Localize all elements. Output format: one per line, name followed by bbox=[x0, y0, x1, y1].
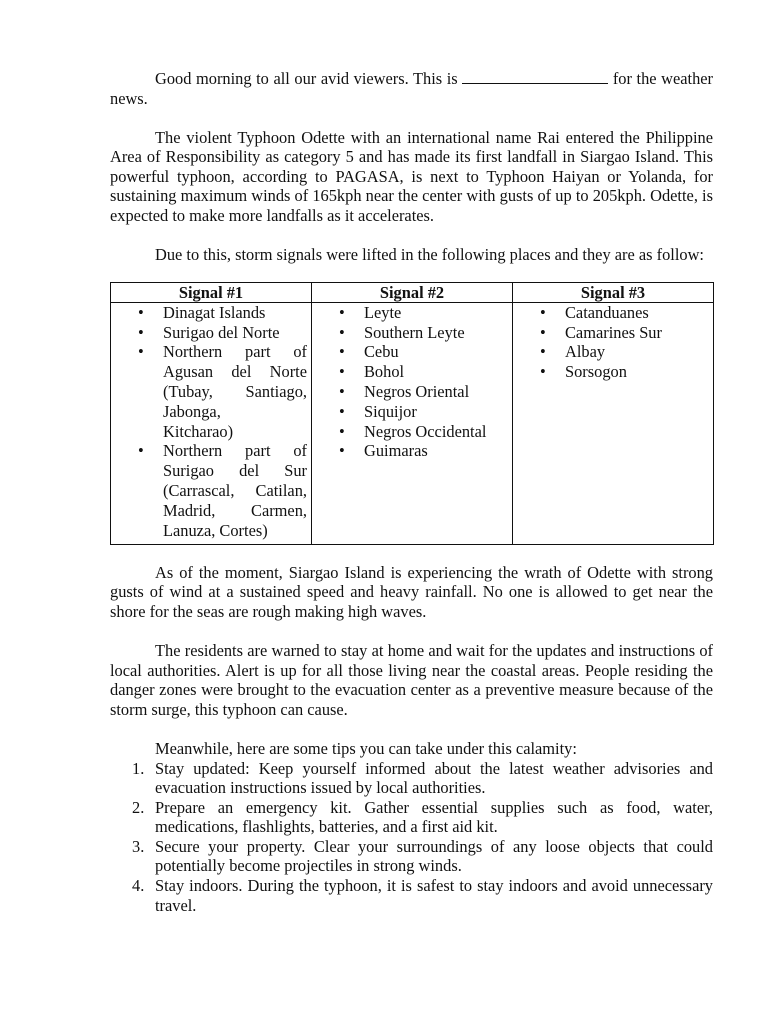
signal-3-cell bbox=[513, 302, 714, 544]
tip-number: 3. bbox=[132, 836, 145, 856]
signal-1-cell bbox=[111, 302, 312, 544]
tip-item bbox=[110, 837, 713, 876]
list-item-line: Madrid, Carmen, bbox=[163, 500, 307, 520]
signal-1-list bbox=[111, 303, 311, 541]
name-blank-line bbox=[462, 69, 608, 84]
tip-number: 1. bbox=[132, 758, 145, 778]
list-item-line: • Surigao del Norte bbox=[163, 322, 280, 342]
list-item-line: Agusan del Norte bbox=[163, 362, 307, 382]
list-item: • Negros Oriental bbox=[312, 382, 508, 402]
list-item-line: (Tubay, Santiago, bbox=[163, 381, 307, 401]
list-item: • Camarines Sur bbox=[513, 323, 709, 343]
list-item: • Sorsogon bbox=[513, 362, 709, 382]
tip-item bbox=[110, 798, 713, 837]
table-header-row bbox=[111, 282, 714, 302]
tip-text: Stay updated: Keep yourself informed about the latest weather advisories and evacuation instructions issued by local authorities. bbox=[155, 758, 713, 798]
intro-text: Good morning to all our avid viewers. This is bbox=[155, 69, 458, 88]
signals-intro-paragraph: Due to this, storm signals were lifted in the following places and they are as follow: bbox=[155, 245, 704, 265]
list-item: • Guimaras bbox=[312, 441, 508, 461]
list-item-line: Lanuza, Cortes) bbox=[163, 520, 268, 540]
signal-2-list bbox=[312, 303, 512, 461]
signal-3-list bbox=[513, 303, 713, 382]
table-row bbox=[111, 302, 714, 544]
list-item-line: Surigao del Sur bbox=[163, 461, 307, 481]
tip-text: Stay indoors. During the typhoon, it is safest to stay indoors and avoid unnecessary travel. bbox=[155, 876, 713, 915]
list-item-line: • Dinagat Islands bbox=[163, 302, 266, 322]
list-item bbox=[111, 441, 307, 540]
list-item: • Albay bbox=[513, 342, 709, 362]
signal-2-cell bbox=[312, 302, 513, 544]
siargao-paragraph: As of the moment, Siargao Island is experiencing the wrath of Odette with strong gusts of wind at a sustained speed and heavy rainfall. No one is allowed to get near the shore for the seas are rough making high waves. bbox=[110, 562, 713, 621]
list-item bbox=[111, 303, 307, 323]
tip-text: Prepare an emergency kit. Gather essential supplies such as food, water, medications, flashlights, batteries, and a first aid kit. bbox=[155, 797, 713, 837]
list-item: • Southern Leyte bbox=[312, 323, 508, 343]
list-item: • Leyte bbox=[312, 303, 508, 323]
list-item: • Cebu bbox=[312, 342, 508, 362]
signal-3-header: Signal #3 bbox=[513, 282, 714, 302]
document-page bbox=[110, 69, 713, 915]
signal-1-header: Signal #1 bbox=[111, 282, 312, 302]
list-item-line: (Carrascal, Catilan, bbox=[163, 480, 307, 500]
typhoon-paragraph: The violent Typhoon Odette with an international name Rai entered the Philippine Area of Responsibility as category 5 and has made its first landfall in Siargao Island. This powerful typhoon, according to PAGASA, is next to Typhoon Haiyan or Yolanda, for sustaining maximum winds of 165kph near the center with gusts of up to 205kph. Odette, is expected to make more landfalls as it accelerates. bbox=[110, 127, 713, 226]
list-item-line: Jabonga, bbox=[163, 401, 221, 421]
intro-paragraph bbox=[110, 69, 713, 108]
tip-item bbox=[110, 759, 713, 798]
tip-number: 4. bbox=[132, 876, 145, 896]
tip-text: Secure your property. Clear your surroundings of any loose objects that could potentially become projectiles in strong winds. bbox=[155, 836, 713, 876]
list-item-line: Kitcharao) bbox=[163, 421, 234, 441]
storm-signals-table bbox=[110, 282, 714, 545]
list-item bbox=[111, 342, 307, 441]
residents-paragraph: The residents are warned to stay at home and wait for the updates and instructions of local authorities. Alert is up for all those living near the coastal areas. People residing the danger zones were brought to the evacuation center as a preventive measure because of the storm surge, this typhoon can cause. bbox=[110, 641, 713, 719]
list-item: • Catanduanes bbox=[513, 303, 709, 323]
tips-intro: Meanwhile, here are some tips you can take under this calamity: bbox=[155, 738, 577, 758]
list-item-line: • Northern part of bbox=[163, 342, 307, 362]
tip-item bbox=[110, 876, 713, 915]
tip-number: 2. bbox=[132, 797, 145, 817]
list-item bbox=[111, 323, 307, 343]
list-item: • Negros Occidental bbox=[312, 422, 508, 442]
tips-list bbox=[110, 759, 713, 916]
list-item: • Siquijor bbox=[312, 402, 508, 422]
list-item-line: • Northern part of bbox=[163, 441, 307, 461]
intro-text-end: for the weather news. bbox=[110, 69, 714, 108]
list-item: • Bohol bbox=[312, 362, 508, 382]
signal-2-header: Signal #2 bbox=[312, 282, 513, 302]
